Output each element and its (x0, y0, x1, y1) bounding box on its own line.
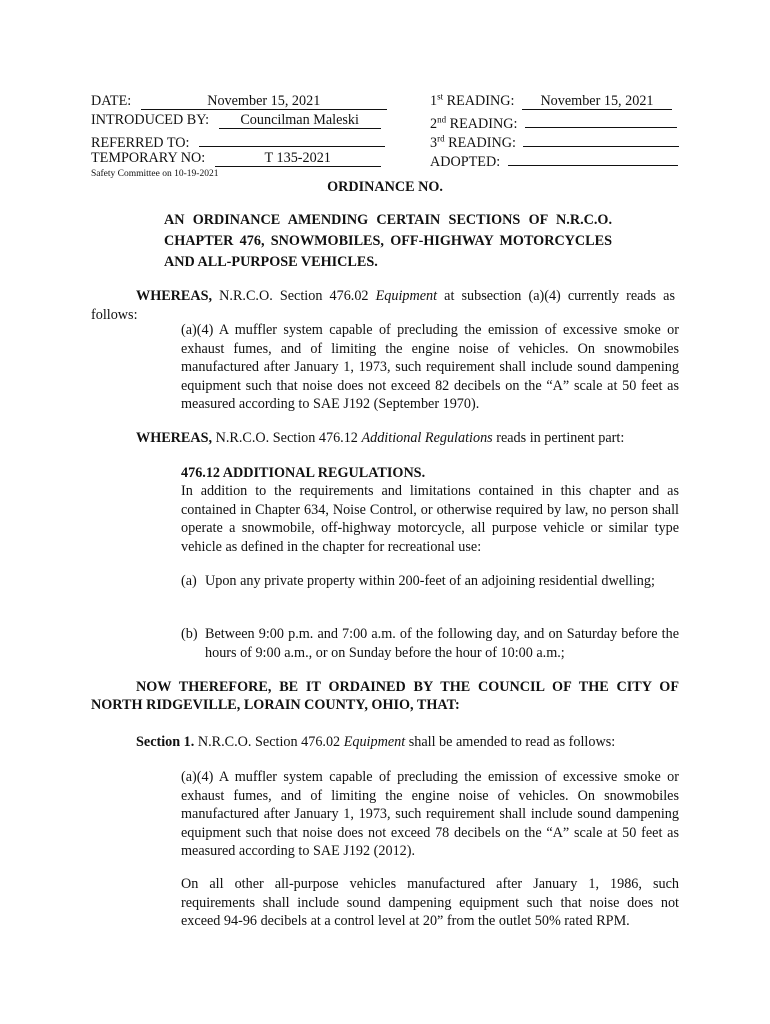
reading2-sup: nd (437, 114, 447, 125)
reading1-row (430, 92, 672, 111)
quote-original-muffler: (a)(4) A muffler system capable of precluding the emission of excessive smoke or exhaust fumes, and of limiting the engine noise of vehicles. On snowmobiles manufactured after January 1, 1973, such requirement shall include sound dampening equipment such that noise does not exceed 82 decibels on the “A” scale at 50 feet as measured according to SAE J192 (September 1970). (181, 322, 679, 412)
section-text: In addition to the requirements and limitations contained in this chapter and as contained in Chapter 634, Noise Control, or otherwise required by law, no person shall operate a snowmobile, off-highway motorcycle, all purpose vehicle or similar type vehicle as defined in the chapter for recreational use: (181, 483, 679, 555)
reading1-value: November 15, 2021 (522, 93, 672, 110)
adopted-label: ADOPTED: (430, 154, 501, 170)
adopted-row (430, 149, 678, 172)
whereas-paragraph-1 (91, 287, 675, 324)
whereas-paragraph-2 (136, 429, 676, 448)
introduced-value: Councilman Maleski (219, 112, 381, 129)
reading3-num: 3 (430, 135, 438, 151)
section-1-text: N.R.C.O. Section 476.02 (194, 734, 344, 750)
reading3-value (523, 130, 679, 147)
list-item (181, 625, 679, 665)
section-heading: 476.12 ADDITIONAL REGULATIONS. (181, 465, 426, 481)
reading1-num: 1 (430, 93, 438, 109)
temporary-label: TEMPORARY NO: (91, 150, 206, 166)
reading3-sup: rd (437, 133, 445, 144)
reading1-sup: st (437, 91, 444, 102)
introduced-row (91, 111, 381, 130)
reading2-num: 2 (430, 116, 438, 132)
list-item-text: Upon any private property within 200-feet of an adjoining residential dwelling; (205, 573, 655, 589)
committee-note: Safety Committee on 10-19-2021 (91, 169, 219, 179)
reading1-label: READING: (443, 93, 515, 109)
whereas-text-end: reads in pertinent part: (492, 430, 625, 446)
whereas-lead: WHEREAS, (136, 288, 213, 304)
reading3-label: READING: (444, 135, 516, 151)
list-item-label: (a) (181, 573, 197, 589)
section-1-italic: Equipment (343, 734, 406, 750)
date-label: DATE: (91, 93, 132, 109)
now-therefore-clause: NOW THEREFORE, BE IT ORDAINED BY THE COUNCIL OF THE CITY OF NORTH RIDGEVILLE, LORAIN COUNTY, OHIO, THAT: (91, 679, 679, 713)
referred-value (199, 130, 385, 147)
date-row (91, 92, 387, 111)
reading2-label: READING: (446, 116, 518, 132)
whereas-italic: Equipment (375, 288, 438, 304)
whereas-italic: Additional Regulations (361, 430, 493, 446)
temporary-value: T 135-2021 (215, 150, 381, 167)
section-1-lead: Section 1. (136, 734, 195, 750)
ordinance-title: AN ORDINANCE AMENDING CERTAIN SECTIONS OF N.R.C.O. CHAPTER 476, SNOWMOBILES, OFF-HIGHWAY MOTORCYCLES AND ALL-PURPOSE VEHICLES. (164, 212, 612, 270)
introduced-label: INTRODUCED BY: (91, 112, 210, 128)
whereas-text: N.R.C.O. Section 476.12 (212, 430, 362, 446)
whereas-text-end: at subsection (a)(4) currently reads as follows: (91, 288, 675, 323)
list-item-text: Between 9:00 p.m. and 7:00 a.m. of the following day, and on Saturday before the hours of 9:00 a.m., or on Sunday before the hour of 10:00 a.m.; (205, 626, 679, 661)
section-1-paragraph (136, 733, 676, 752)
section-1-text-end: shall be amended to read as follows: (405, 734, 616, 750)
quote-amended-muffler: (a)(4) A muffler system capable of precluding the emission of excessive smoke or exhaust fumes, and of limiting the engine noise of vehicles. On snowmobiles manufactured after January 1, 1973, such requirement shall include sound dampening equipment such that noise does not exceed 78 decibels on the “A” scale at 50 feet as measured according to SAE J192 (2012). (181, 769, 679, 859)
date-value: November 15, 2021 (141, 93, 387, 110)
list-item-label: (b) (181, 626, 198, 642)
reading2-value (525, 111, 677, 128)
referred-label: REFERRED TO: (91, 135, 190, 151)
list-item (181, 572, 679, 612)
adopted-value (508, 149, 678, 166)
ordinance-number: ORDINANCE NO. (327, 179, 443, 195)
whereas-lead: WHEREAS, (136, 430, 213, 446)
quote-all-purpose-vehicles: On all other all-purpose vehicles manufactured after January 1, 1986, such requirements shall include sound dampening equipment such that noise does not exceed 94-96 decibels at a control level at 20” from the outlet 50% rated RPM. (181, 876, 679, 929)
whereas-text: N.R.C.O. Section 476.02 (212, 288, 376, 304)
